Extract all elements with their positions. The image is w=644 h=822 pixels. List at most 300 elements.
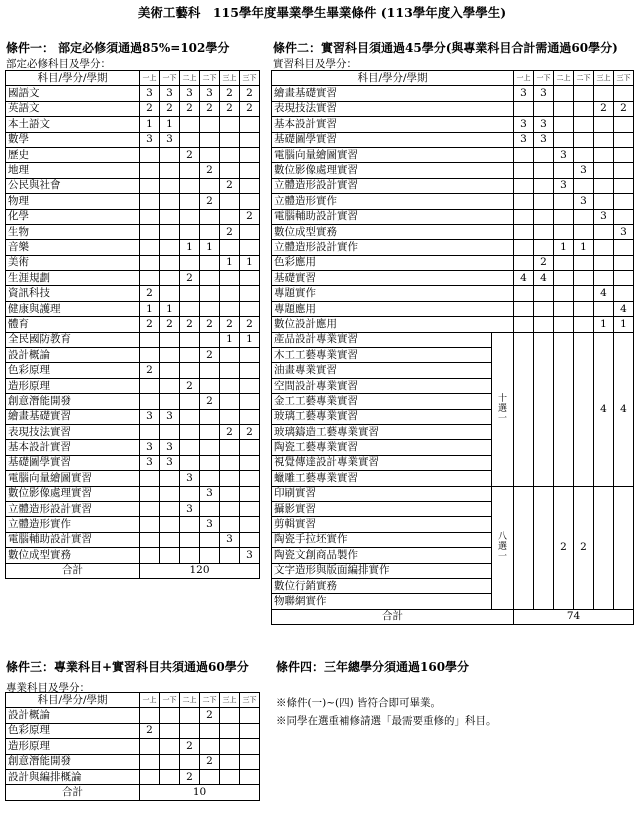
credit-cell: [160, 378, 180, 393]
table-row: [6, 723, 260, 738]
credit-cell: [514, 301, 534, 316]
table-row: [6, 471, 260, 486]
credit-cell: 3: [554, 178, 574, 193]
credit-cell: 3: [514, 117, 534, 132]
table-row: [6, 455, 260, 470]
credit-cell: 3: [534, 86, 554, 101]
elective-course-name: 印刷實習: [272, 486, 492, 501]
course-name: 數學: [6, 132, 140, 147]
credit-cell: [554, 132, 574, 147]
table-row: [272, 147, 634, 162]
credit-cell: 2: [220, 317, 240, 332]
credit-cell: [140, 471, 160, 486]
credit-cell: [574, 178, 594, 193]
table-row: [6, 486, 260, 501]
elective-course-name: 攝影實習: [272, 501, 492, 516]
credit-cell: [220, 471, 240, 486]
credit-cell: 2: [200, 163, 220, 178]
credit-cell: [554, 224, 574, 239]
credit-cell: 2: [220, 101, 240, 116]
credit-cell: [240, 723, 260, 738]
table-row: [6, 286, 260, 301]
credit-cell: [240, 271, 260, 286]
elective-course-name: 視覺傳達設計專業實習: [272, 455, 492, 470]
header-cell: 科目/學分/學期: [6, 693, 140, 708]
total-row: [272, 609, 634, 624]
course-name: 設計概論: [6, 348, 140, 363]
credit-cell: [140, 548, 160, 563]
credit-cell: [594, 163, 614, 178]
credit-cell: [160, 178, 180, 193]
credit-cell: 3: [220, 532, 240, 547]
credit-cell: 4: [594, 286, 614, 301]
group-credit-cell: [534, 332, 554, 486]
credit-cell: [180, 132, 200, 147]
course-name: 數位設計應用: [272, 317, 514, 332]
credit-cell: [554, 255, 574, 270]
credit-cell: [534, 240, 554, 255]
course-name: 立體造形設計實習: [272, 178, 514, 193]
course-name: 音樂: [6, 240, 140, 255]
credit-cell: [574, 224, 594, 239]
credit-cell: [514, 224, 534, 239]
credit-cell: [140, 486, 160, 501]
credit-cell: 2: [240, 317, 260, 332]
credit-cell: [140, 147, 160, 162]
elective-group-label: [492, 332, 514, 486]
credit-cell: [140, 501, 160, 516]
credit-cell: [160, 271, 180, 286]
credit-cell: [140, 754, 160, 769]
total-value: 10: [140, 785, 260, 800]
credit-cell: [160, 723, 180, 738]
credit-cell: [594, 271, 614, 286]
credit-cell: 2: [240, 424, 260, 439]
credit-cell: 3: [514, 132, 534, 147]
course-name: 設計概論: [6, 708, 140, 723]
credit-cell: 3: [140, 440, 160, 455]
credit-cell: [180, 424, 200, 439]
table-row: [6, 194, 260, 209]
credit-cell: [160, 240, 180, 255]
credit-cell: 4: [534, 271, 554, 286]
cond3-heading: 條件三：專業科目+實習科目共須通過60學分: [6, 660, 249, 674]
credit-cell: 2: [140, 286, 160, 301]
credit-cell: [200, 409, 220, 424]
course-name: 立體造形實作: [6, 517, 140, 532]
credit-cell: [614, 117, 634, 132]
table-row: [6, 271, 260, 286]
credit-cell: [240, 163, 260, 178]
table-row: [6, 424, 260, 439]
credit-cell: [200, 378, 220, 393]
credit-cell: [220, 769, 240, 784]
credit-cell: [160, 754, 180, 769]
credit-cell: 3: [140, 86, 160, 101]
credit-cell: 2: [220, 178, 240, 193]
credit-cell: [140, 708, 160, 723]
credit-cell: [200, 739, 220, 754]
group-credit-cell: [514, 486, 534, 609]
credit-cell: 2: [160, 317, 180, 332]
credit-cell: [614, 86, 634, 101]
table-row: [272, 86, 634, 101]
course-name: 生物: [6, 224, 140, 239]
credit-cell: [160, 224, 180, 239]
course-name: 健康與護理: [6, 301, 140, 316]
credit-cell: [180, 363, 200, 378]
credit-cell: [160, 209, 180, 224]
course-name: 立體造形設計實習: [6, 501, 140, 516]
credit-cell: [240, 532, 260, 547]
credit-cell: 2: [594, 101, 614, 116]
credit-cell: [240, 394, 260, 409]
credit-cell: [200, 440, 220, 455]
credit-cell: [594, 240, 614, 255]
credit-cell: [160, 532, 180, 547]
elective-course-name: 產品設計專業實習: [272, 332, 492, 347]
table-row: [6, 754, 260, 769]
credit-cell: [140, 424, 160, 439]
credit-cell: [574, 286, 594, 301]
table-row: [6, 409, 260, 424]
credit-cell: [220, 194, 240, 209]
credit-cell: [180, 224, 200, 239]
note-2: ※同學在選重補修請選「最需要重修的」科目。: [276, 715, 497, 727]
credit-cell: 2: [180, 147, 200, 162]
credit-cell: [554, 301, 574, 316]
credit-cell: [180, 194, 200, 209]
credit-cell: [594, 301, 614, 316]
credit-cell: 1: [220, 255, 240, 270]
credit-cell: [220, 440, 240, 455]
credit-cell: [140, 769, 160, 784]
credit-cell: [554, 101, 574, 116]
table-row: [6, 147, 260, 162]
course-name: 數位影像處理實習: [6, 486, 140, 501]
credit-cell: [160, 769, 180, 784]
credit-cell: [240, 240, 260, 255]
credit-cell: [200, 532, 220, 547]
credit-cell: [160, 348, 180, 363]
credit-cell: [220, 147, 240, 162]
table-row: [6, 301, 260, 316]
table-row: [272, 117, 634, 132]
semester-header: 三下: [614, 71, 634, 86]
semester-header: 一下: [160, 71, 180, 86]
credit-cell: [220, 240, 240, 255]
credit-cell: [200, 769, 220, 784]
credit-cell: 2: [240, 86, 260, 101]
table-row: [6, 517, 260, 532]
credit-cell: 2: [220, 86, 240, 101]
semester-header: 一上: [514, 71, 534, 86]
credit-cell: [614, 255, 634, 270]
course-name: 歷史: [6, 147, 140, 162]
credit-cell: [160, 548, 180, 563]
table-row: [6, 224, 260, 239]
credit-cell: [180, 517, 200, 532]
course-name: 電腦輔助設計實習: [6, 532, 140, 547]
semester-header: 二上: [180, 693, 200, 708]
credit-cell: [594, 117, 614, 132]
course-name: 色彩應用: [272, 255, 514, 270]
credit-cell: [240, 739, 260, 754]
elective-course-name: 陶瓷工藝專業實習: [272, 440, 492, 455]
credit-cell: [240, 348, 260, 363]
elective-row: [272, 486, 634, 501]
cond4-heading: 條件四：三年總學分須通過160學分: [276, 660, 470, 674]
credit-cell: [240, 286, 260, 301]
credit-cell: [160, 708, 180, 723]
credit-cell: 3: [180, 86, 200, 101]
credit-cell: [200, 209, 220, 224]
table-row: [272, 178, 634, 193]
credit-cell: [240, 517, 260, 532]
credit-cell: [220, 209, 240, 224]
course-name: 基礎圖學實習: [6, 455, 140, 470]
credit-cell: [180, 394, 200, 409]
credit-cell: [240, 708, 260, 723]
credit-cell: [220, 286, 240, 301]
course-name: 繪畫基礎實習: [6, 409, 140, 424]
credit-cell: [534, 194, 554, 209]
credit-cell: [534, 163, 554, 178]
table-row: [6, 332, 260, 347]
credit-cell: 3: [160, 409, 180, 424]
table-row: [6, 548, 260, 563]
course-name: 基本設計實習: [272, 117, 514, 132]
credit-cell: [140, 532, 160, 547]
credit-cell: [240, 147, 260, 162]
credit-cell: 2: [220, 424, 240, 439]
credit-cell: [140, 332, 160, 347]
credit-cell: 1: [180, 240, 200, 255]
credit-cell: [220, 363, 240, 378]
credit-cell: [514, 101, 534, 116]
semester-header: 一上: [140, 71, 160, 86]
credit-cell: [574, 271, 594, 286]
credit-cell: 2: [534, 255, 554, 270]
credit-cell: [200, 117, 220, 132]
table-row: [6, 209, 260, 224]
credit-cell: [514, 178, 534, 193]
credit-cell: 3: [200, 86, 220, 101]
credit-cell: 2: [180, 317, 200, 332]
table-row: [6, 117, 260, 132]
credit-cell: [220, 708, 240, 723]
credit-cell: [160, 486, 180, 501]
credit-cell: 2: [200, 348, 220, 363]
course-name: 電腦輔助設計實習: [272, 209, 514, 224]
credit-cell: 1: [240, 255, 260, 270]
elective-course-name: 玻璃工藝專業實習: [272, 409, 492, 424]
credit-cell: [614, 194, 634, 209]
semester-header: 一下: [534, 71, 554, 86]
course-name: 化學: [6, 209, 140, 224]
credit-cell: [554, 209, 574, 224]
course-name: 數位影像處理實習: [272, 163, 514, 178]
group-credit-cell: 4: [614, 332, 634, 486]
cond3-subtitle: 專業科目及學分：: [6, 682, 90, 694]
credit-cell: [180, 548, 200, 563]
credit-cell: [160, 424, 180, 439]
credit-cell: [534, 224, 554, 239]
elective-course-name: 玻璃鑄造工藝專業實習: [272, 424, 492, 439]
credit-cell: [594, 255, 614, 270]
credit-cell: 1: [240, 332, 260, 347]
credit-cell: [220, 271, 240, 286]
credit-cell: [220, 455, 240, 470]
credit-cell: [220, 548, 240, 563]
credit-cell: 3: [514, 86, 534, 101]
credit-cell: [220, 409, 240, 424]
course-name: 基礎實習: [272, 271, 514, 286]
credit-cell: [140, 739, 160, 754]
credit-cell: [180, 255, 200, 270]
course-name: 創意潛能開發: [6, 394, 140, 409]
credit-cell: [140, 209, 160, 224]
semester-header: 二下: [574, 71, 594, 86]
credit-cell: [180, 708, 200, 723]
credit-cell: [554, 317, 574, 332]
header-row: [6, 693, 260, 708]
total-label: 合計: [272, 609, 514, 624]
table-row: [272, 301, 634, 316]
credit-cell: [554, 117, 574, 132]
credit-cell: 1: [160, 301, 180, 316]
semester-header: 三下: [240, 693, 260, 708]
course-name: 公民與社會: [6, 178, 140, 193]
credit-cell: 3: [160, 86, 180, 101]
table-row: [6, 394, 260, 409]
credit-cell: 2: [180, 101, 200, 116]
credit-cell: [220, 132, 240, 147]
credit-cell: [534, 147, 554, 162]
credit-cell: [180, 209, 200, 224]
credit-cell: [200, 271, 220, 286]
credit-cell: 4: [614, 301, 634, 316]
credit-cell: 3: [140, 132, 160, 147]
table-row: [6, 440, 260, 455]
credit-cell: [240, 178, 260, 193]
group-credit-cell: [514, 332, 534, 486]
credit-cell: [574, 317, 594, 332]
credit-cell: [200, 286, 220, 301]
credit-cell: [180, 486, 200, 501]
credit-cell: [220, 517, 240, 532]
credit-cell: [574, 101, 594, 116]
credit-cell: [220, 301, 240, 316]
course-name: 繪畫基礎實習: [272, 86, 514, 101]
credit-cell: [574, 132, 594, 147]
credit-cell: [240, 194, 260, 209]
credit-cell: 2: [140, 363, 160, 378]
credit-cell: [180, 754, 200, 769]
cond1-table: [5, 70, 260, 579]
credit-cell: [534, 286, 554, 301]
table-row: [6, 348, 260, 363]
credit-cell: 2: [220, 224, 240, 239]
table-row: [6, 769, 260, 784]
credit-cell: 3: [200, 486, 220, 501]
credit-cell: [180, 178, 200, 193]
table-row: [6, 501, 260, 516]
credit-cell: [240, 754, 260, 769]
credit-cell: [514, 317, 534, 332]
credit-cell: [240, 224, 260, 239]
credit-cell: 3: [240, 548, 260, 563]
credit-cell: [180, 332, 200, 347]
credit-cell: [574, 86, 594, 101]
course-name: 英語文: [6, 101, 140, 116]
credit-cell: 2: [140, 723, 160, 738]
elective-course-name: 剪輯實習: [272, 517, 492, 532]
credit-cell: [160, 255, 180, 270]
credit-cell: 3: [614, 224, 634, 239]
credit-cell: [200, 301, 220, 316]
credit-cell: [180, 409, 200, 424]
credit-cell: 3: [574, 163, 594, 178]
credit-cell: 3: [140, 455, 160, 470]
credit-cell: [160, 739, 180, 754]
credit-cell: 2: [180, 769, 200, 784]
credit-cell: 1: [594, 317, 614, 332]
credit-cell: [240, 440, 260, 455]
credit-cell: [514, 209, 534, 224]
credit-cell: 2: [200, 101, 220, 116]
credit-cell: [614, 147, 634, 162]
course-name: 表現技法實習: [272, 101, 514, 116]
elective-row: [272, 332, 634, 347]
course-name: 數位成型實務: [6, 548, 140, 563]
credit-cell: [160, 501, 180, 516]
credit-cell: 3: [574, 194, 594, 209]
credit-cell: [514, 194, 534, 209]
credit-cell: [240, 117, 260, 132]
credit-cell: 2: [614, 101, 634, 116]
course-name: 造形原理: [6, 378, 140, 393]
credit-cell: [220, 754, 240, 769]
header-cell: 科目/學分/學期: [6, 71, 140, 86]
credit-cell: [180, 440, 200, 455]
credit-cell: [140, 255, 160, 270]
credit-cell: [554, 194, 574, 209]
table-row: [272, 255, 634, 270]
table-row: [272, 132, 634, 147]
credit-cell: 2: [200, 194, 220, 209]
course-name: 電腦向量繪圖實習: [272, 147, 514, 162]
credit-cell: [554, 286, 574, 301]
group-credit-cell: [614, 486, 634, 609]
credit-cell: [594, 178, 614, 193]
credit-cell: 2: [200, 317, 220, 332]
credit-cell: [574, 147, 594, 162]
semester-header: 二下: [200, 71, 220, 86]
course-name: 立體造形設計實作: [272, 240, 514, 255]
credit-cell: [614, 240, 634, 255]
credit-cell: [514, 147, 534, 162]
credit-cell: 2: [200, 754, 220, 769]
table-row: [6, 317, 260, 332]
credit-cell: [220, 348, 240, 363]
credit-cell: 3: [160, 440, 180, 455]
credit-cell: 2: [140, 101, 160, 116]
credit-cell: 3: [534, 132, 554, 147]
credit-cell: 1: [574, 240, 594, 255]
credit-cell: [200, 548, 220, 563]
table-row: [6, 240, 260, 255]
